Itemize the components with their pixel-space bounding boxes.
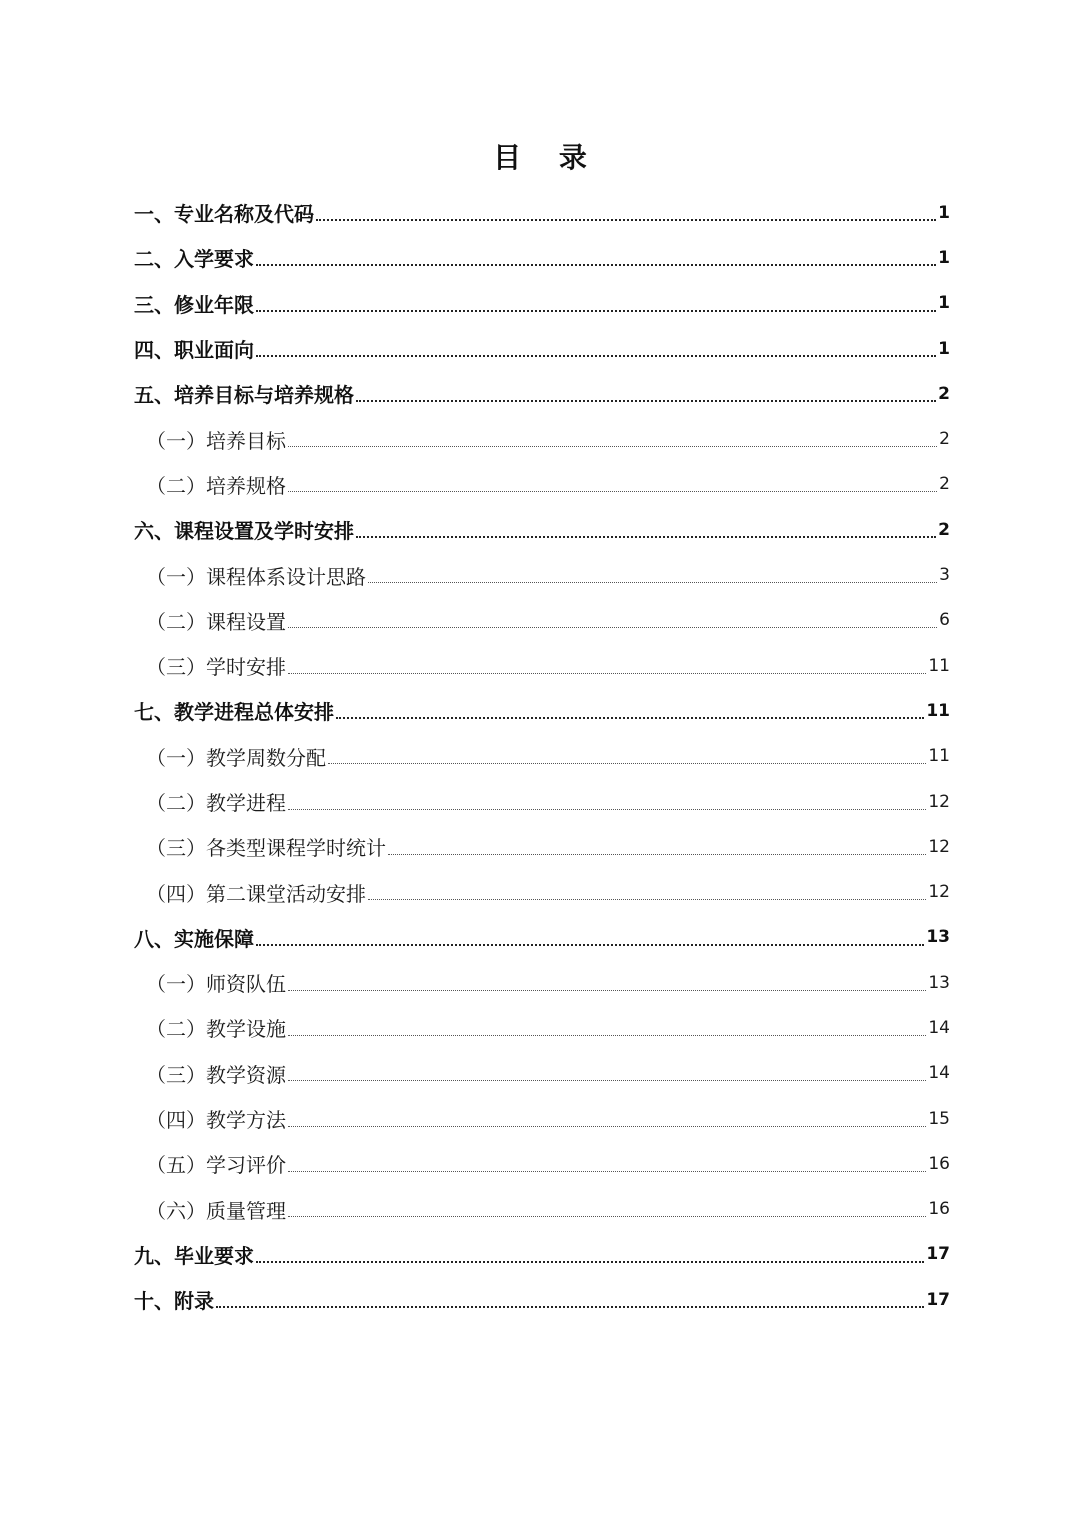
dot-leader	[336, 716, 924, 719]
toc-entry-label: （二）教学设施	[146, 1017, 286, 1042]
toc-entry-label: 七、教学进程总体安排	[134, 700, 334, 725]
dot-leader	[328, 762, 926, 764]
dot-leader	[256, 309, 936, 312]
dot-leader	[288, 1079, 926, 1081]
toc-entry-section[interactable]	[134, 1005, 950, 1050]
toc-entry-section[interactable]	[134, 1187, 950, 1232]
dot-leader	[356, 399, 936, 402]
toc-entry-page-number: 17	[926, 1289, 950, 1310]
dot-leader	[288, 445, 937, 447]
toc-entry-label: （一）课程体系设计思路	[146, 564, 366, 589]
page-title: 目 录	[493, 141, 601, 174]
toc-entry-page-number: 11	[926, 700, 950, 721]
toc-entry-page-number: 3	[939, 565, 950, 586]
toc-entry-page-number: 1	[938, 202, 950, 223]
toc-entry-page-number: 2	[938, 383, 950, 404]
toc-entry-label: 六、课程设置及学时安排	[134, 519, 354, 544]
dot-leader	[288, 1034, 926, 1036]
dot-leader	[368, 581, 937, 583]
toc-entry-chapter[interactable]	[134, 915, 950, 960]
toc-entry-label: （三）学时安排	[146, 655, 286, 680]
toc-entry-label: 十、附录	[134, 1289, 214, 1314]
toc-entry-chapter[interactable]	[134, 1277, 950, 1322]
dot-leader	[288, 989, 926, 991]
toc-entry-section[interactable]	[134, 643, 950, 688]
toc-entry-label: （一）师资队伍	[146, 972, 286, 997]
toc-entry-label: 五、培养目标与培养规格	[134, 383, 354, 408]
toc-entry-page-number: 11	[928, 746, 950, 767]
toc-entry-label: （二）课程设置	[146, 609, 286, 634]
dot-leader	[288, 626, 937, 628]
toc-entry-label: 二、入学要求	[134, 247, 254, 272]
toc-entry-section[interactable]	[134, 1051, 950, 1096]
toc-entry-page-number: 14	[928, 1063, 950, 1084]
table-of-contents	[134, 190, 950, 1322]
toc-entry-section[interactable]	[134, 598, 950, 643]
toc-entry-section[interactable]	[134, 1096, 950, 1141]
toc-entry-label: （三）各类型课程学时统计	[146, 836, 386, 861]
toc-entry-page-number: 17	[926, 1244, 950, 1265]
dot-leader	[388, 853, 926, 855]
toc-entry-page-number: 2	[938, 519, 950, 540]
dot-leader	[368, 898, 926, 900]
toc-entry-chapter[interactable]	[134, 190, 950, 235]
toc-entry-page-number: 13	[926, 927, 950, 948]
toc-entry-page-number: 14	[928, 1017, 950, 1038]
toc-entry-label: 四、职业面向	[134, 338, 254, 363]
toc-entry-label: （四）教学方法	[146, 1108, 286, 1133]
dot-leader	[356, 535, 936, 538]
toc-entry-page-number: 12	[928, 882, 950, 903]
toc-entry-label: 一、专业名称及代码	[134, 202, 314, 227]
toc-entry-label: 八、实施保障	[134, 926, 254, 951]
toc-entry-section[interactable]	[134, 1141, 950, 1186]
toc-entry-label: （二）教学进程	[146, 791, 286, 815]
toc-entry-label: 三、修业年限	[134, 292, 254, 317]
toc-entry-chapter[interactable]	[134, 235, 950, 280]
toc-entry-page-number: 1	[938, 338, 950, 359]
toc-entry-page-number: 1	[938, 293, 950, 314]
toc-entry-label: 九、毕业要求	[134, 1243, 254, 1268]
toc-entry-label: （五）学习评价	[146, 1153, 286, 1178]
toc-entry-page-number: 1	[938, 247, 950, 268]
toc-entry-chapter[interactable]	[134, 1232, 950, 1277]
dot-leader	[288, 672, 926, 674]
toc-entry-page-number: 12	[928, 836, 950, 857]
dot-leader	[316, 218, 936, 221]
toc-entry-section[interactable]	[134, 416, 950, 461]
dot-leader	[256, 943, 924, 946]
toc-entry-section[interactable]	[134, 779, 950, 824]
toc-entry-page-number: 13	[928, 972, 950, 993]
toc-entry-section[interactable]	[134, 734, 950, 779]
dot-leader	[288, 1125, 926, 1127]
toc-entry-label: （三）教学资源	[146, 1062, 286, 1087]
toc-entry-chapter[interactable]	[134, 326, 950, 371]
toc-entry-page-number: 2	[939, 474, 950, 495]
toc-entry-label: （六）质量管理	[146, 1198, 286, 1223]
dot-leader	[288, 1170, 926, 1172]
toc-entry-label: （二）培养规格	[146, 473, 286, 498]
toc-entry-chapter[interactable]	[134, 371, 950, 416]
toc-entry-page-number: 12	[928, 791, 950, 812]
toc-entry-section[interactable]	[134, 869, 950, 914]
toc-entry-page-number: 15	[928, 1108, 950, 1129]
dot-leader	[288, 1215, 926, 1217]
toc-entry-chapter[interactable]	[134, 507, 950, 552]
toc-entry-label: （四）第二课堂活动安排	[146, 881, 366, 906]
dot-leader	[256, 354, 936, 357]
toc-entry-section[interactable]	[134, 960, 950, 1005]
toc-entry-page-number: 16	[928, 1153, 950, 1174]
toc-entry-chapter[interactable]	[134, 281, 950, 326]
dot-leader	[216, 1305, 924, 1308]
toc-entry-section[interactable]	[134, 462, 950, 507]
toc-entry-section[interactable]	[134, 552, 950, 597]
dot-leader	[288, 808, 926, 810]
toc-entry-page-number: 16	[928, 1199, 950, 1220]
dot-leader	[288, 490, 937, 492]
toc-entry-section[interactable]	[134, 824, 950, 869]
toc-entry-label: （一）教学周数分配	[146, 745, 326, 770]
toc-entry-page-number: 11	[928, 655, 950, 676]
toc-entry-chapter[interactable]	[134, 688, 950, 733]
toc-entry-page-number: 6	[939, 610, 950, 631]
dot-leader	[256, 1260, 924, 1263]
dot-leader	[256, 263, 936, 266]
toc-entry-label: （一）培养目标	[146, 428, 286, 453]
toc-entry-page-number: 2	[939, 429, 950, 450]
